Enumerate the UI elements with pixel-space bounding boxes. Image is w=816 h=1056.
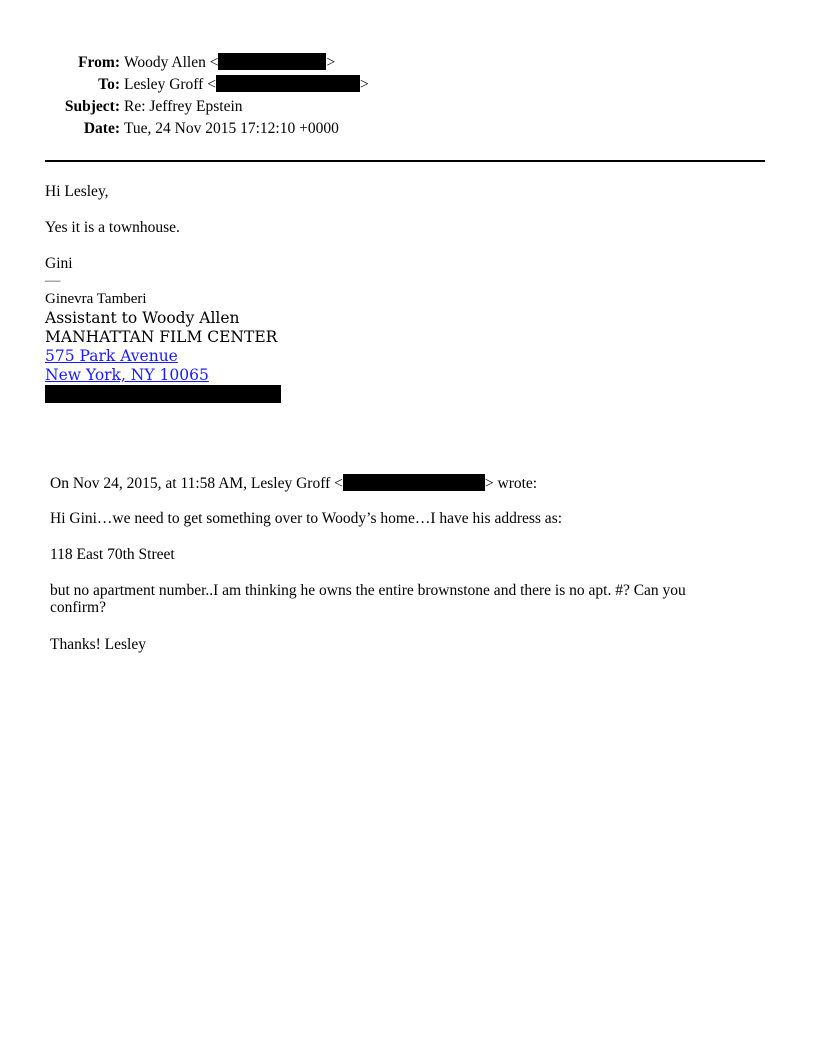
quoted-line: Hi Gini…we need to get something over to Woody’s home…I have his address as: <box>50 510 563 527</box>
quoted-signoff: Thanks! Lesley <box>50 636 146 653</box>
from-close: > <box>326 54 336 71</box>
quoted-address: 118 East 70th Street <box>50 546 175 563</box>
subject-value: Re: Jeffrey Epstein <box>124 98 243 115</box>
signature-name: Ginevra Tamberi <box>45 291 147 307</box>
signature-address-line2[interactable] <box>45 366 209 385</box>
from-label: From: <box>78 54 120 71</box>
header-divider <box>45 160 765 162</box>
address-link[interactable]: 575 Park Avenue <box>45 347 178 365</box>
redaction-bar <box>216 75 360 92</box>
signature-address-line1[interactable] <box>45 347 178 366</box>
from-row <box>0 53 816 75</box>
quoted-intro-text: On Nov 24, 2015, at 11:58 AM, Lesley Groff < <box>50 475 343 492</box>
signature-title: Assistant to Woody Allen <box>45 309 240 327</box>
city-link[interactable]: New York, NY 10065 <box>45 366 209 384</box>
to-value <box>124 75 369 95</box>
date-row <box>0 119 816 141</box>
reply-greeting: Hi Lesley, <box>45 183 109 200</box>
from-value <box>124 53 335 73</box>
reply-signoff: Gini <box>45 255 73 272</box>
redaction-bar <box>343 474 485 491</box>
subject-label: Subject: <box>64 98 120 115</box>
signature-company: MANHATTAN FILM CENTER <box>45 328 278 346</box>
to-row <box>0 75 816 97</box>
subject-row <box>0 97 816 119</box>
quoted-intro-suffix: > wrote: <box>484 475 538 492</box>
to-close: > <box>359 76 369 93</box>
redaction-bar <box>45 385 281 403</box>
reply-line: Yes it is a townhouse. <box>45 219 180 236</box>
to-label: To: <box>98 76 120 93</box>
quoted-intro <box>50 474 750 492</box>
date-label: Date: <box>83 120 120 137</box>
email-header <box>0 53 816 141</box>
quoted-paragraph-line2: confirm? <box>50 599 106 616</box>
quoted-paragraph <box>50 582 750 616</box>
signature-dash: — <box>45 272 61 289</box>
redaction-bar <box>218 53 326 70</box>
to-name: Lesley Groff < <box>124 76 216 93</box>
from-name: Woody Allen < <box>124 54 219 71</box>
quoted-paragraph-line1: but no apartment number..I am thinking he owns the entire brownstone and there is no apt. #? Can you <box>50 582 686 599</box>
date-value: Tue, 24 Nov 2015 17:12:10 +0000 <box>124 120 339 137</box>
